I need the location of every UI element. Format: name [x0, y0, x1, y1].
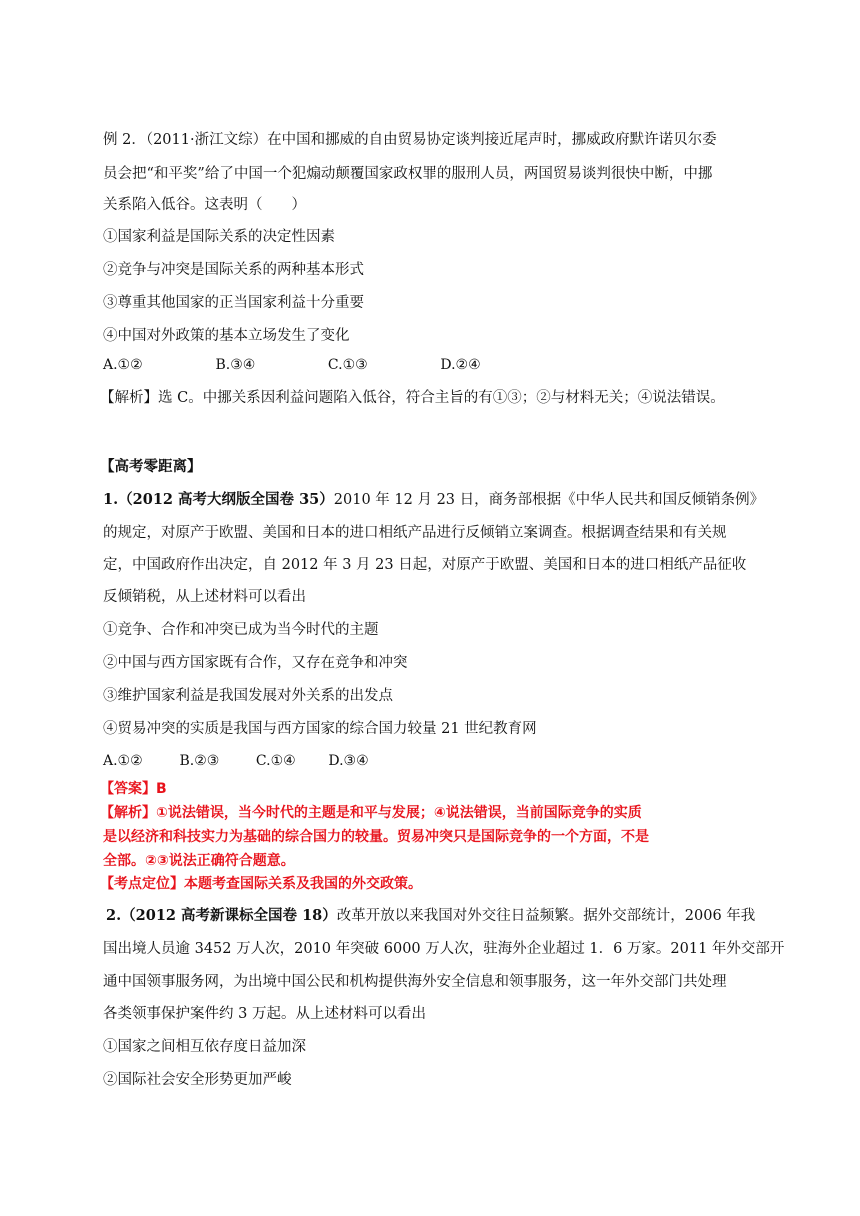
q1-options	[103, 751, 369, 771]
q1-line-3: 定，中国政府作出决定，自 2012 年 3 月 23 日起，对原产于欧盟、美国和日本的进口相纸产品征收	[103, 557, 747, 573]
q1-analysis-line-1: 【解析】①说法错误，当今时代的主题是和平与发展；④说法错误，当前国际竞争的实质	[100, 805, 642, 821]
example-2-statement-2: ②竞争与冲突是国际关系的两种基本形式	[103, 262, 364, 278]
q1-line-2: 的规定，对原产于欧盟、美国和日本的进口相纸产品进行反倾销立案调查。根据调查结果和有关规	[103, 525, 727, 541]
option-c: C.①③	[327, 357, 368, 373]
q1-answer: 【答案】B	[100, 781, 167, 797]
example-2-analysis: 【解析】选 C。中挪关系因利益问题陷入低谷，符合主旨的有①③；②与材料无关；④说法错误。	[100, 390, 725, 406]
q2-line-4: 各类领事保护案件约 3 万起。从上述材料可以看出	[103, 1006, 426, 1022]
q1-key-point: 【考点定位】本题考查国际关系及我国的外交政策。	[100, 876, 422, 892]
q1-line-1-text: 2010 年 12 月 23 日，商务部根据《中华人民共和国反倾销条例》	[333, 492, 765, 508]
q2-line-3: 通中国领事服务网，为出境中国公民和机构提供海外安全信息和领事服务，这一年外交部门共处理	[103, 974, 727, 990]
example-2-line-1: 例 2．（2011·浙江文综）在中国和挪威的自由贸易协定谈判接近尾声时，挪威政府默许诺贝尔委	[103, 132, 717, 148]
option-d: D.③④	[328, 753, 369, 769]
example-2-statement-1: ①国家利益是国际关系的决定性因素	[103, 229, 335, 245]
q1-line-1	[103, 490, 764, 510]
q1-source: 1.（2012 高考大纲版全国卷 35）	[103, 491, 334, 508]
q1-statement-1: ①竞争、合作和冲突已成为当今时代的主题	[103, 622, 379, 638]
example-2-line-2: 员会把“和平奖”给了中国一个犯煽动颠覆国家政权罪的服刑人员，两国贸易谈判很快中断，中挪	[103, 166, 713, 182]
example-2-statement-3: ③尊重其他国家的正当国家利益十分重要	[103, 295, 364, 311]
q2-line-1	[106, 906, 755, 926]
q2-source: 2.（2012 高考新课标全国卷 18）	[106, 907, 337, 924]
example-2-line-3: 关系陷入低谷。这表明（ ）	[103, 197, 306, 213]
option-b: B.③④	[215, 357, 256, 373]
example-2-options	[103, 355, 481, 375]
q2-line-2: 国出境人员逾 3452 万人次，2010 年突破 6000 万人次，驻海外企业超过 1．6 万家。2011 年外交部开	[103, 941, 785, 957]
option-c: C.①④	[255, 753, 296, 769]
q1-statement-2: ②中国与西方国家既有合作，又存在竞争和冲突	[103, 655, 408, 671]
example-2-statement-4: ④中国对外政策的基本立场发生了变化	[103, 328, 350, 344]
option-a: A.①②	[103, 753, 143, 769]
q2-statement-2: ②国际社会安全形势更加严峻	[103, 1072, 292, 1088]
option-b: B.②③	[179, 753, 220, 769]
q1-line-4: 反倾销税，从上述材料可以看出	[103, 589, 306, 605]
q2-line-1-text: 改革开放以来我国对外交往日益频繁。据外交部统计，2006 年我	[336, 908, 756, 924]
q1-statement-3: ③维护国家利益是我国发展对外关系的出发点	[103, 688, 393, 704]
option-a: A.①②	[103, 357, 143, 373]
q2-statement-1: ①国家之间相互依存度日益加深	[103, 1039, 306, 1055]
q1-analysis-line-2: 是以经济和科技实力为基础的综合国力的较量。贸易冲突只是国际竞争的一个方面，不是	[103, 829, 649, 845]
option-d: D.②④	[440, 357, 481, 373]
section-title: 【高考零距离】	[100, 458, 202, 475]
q1-statement-4: ④贸易冲突的实质是我国与西方国家的综合国力较量 21 世纪教育网	[103, 721, 537, 737]
q1-analysis-line-3: 全部。②③说法正确符合题意。	[103, 853, 295, 869]
